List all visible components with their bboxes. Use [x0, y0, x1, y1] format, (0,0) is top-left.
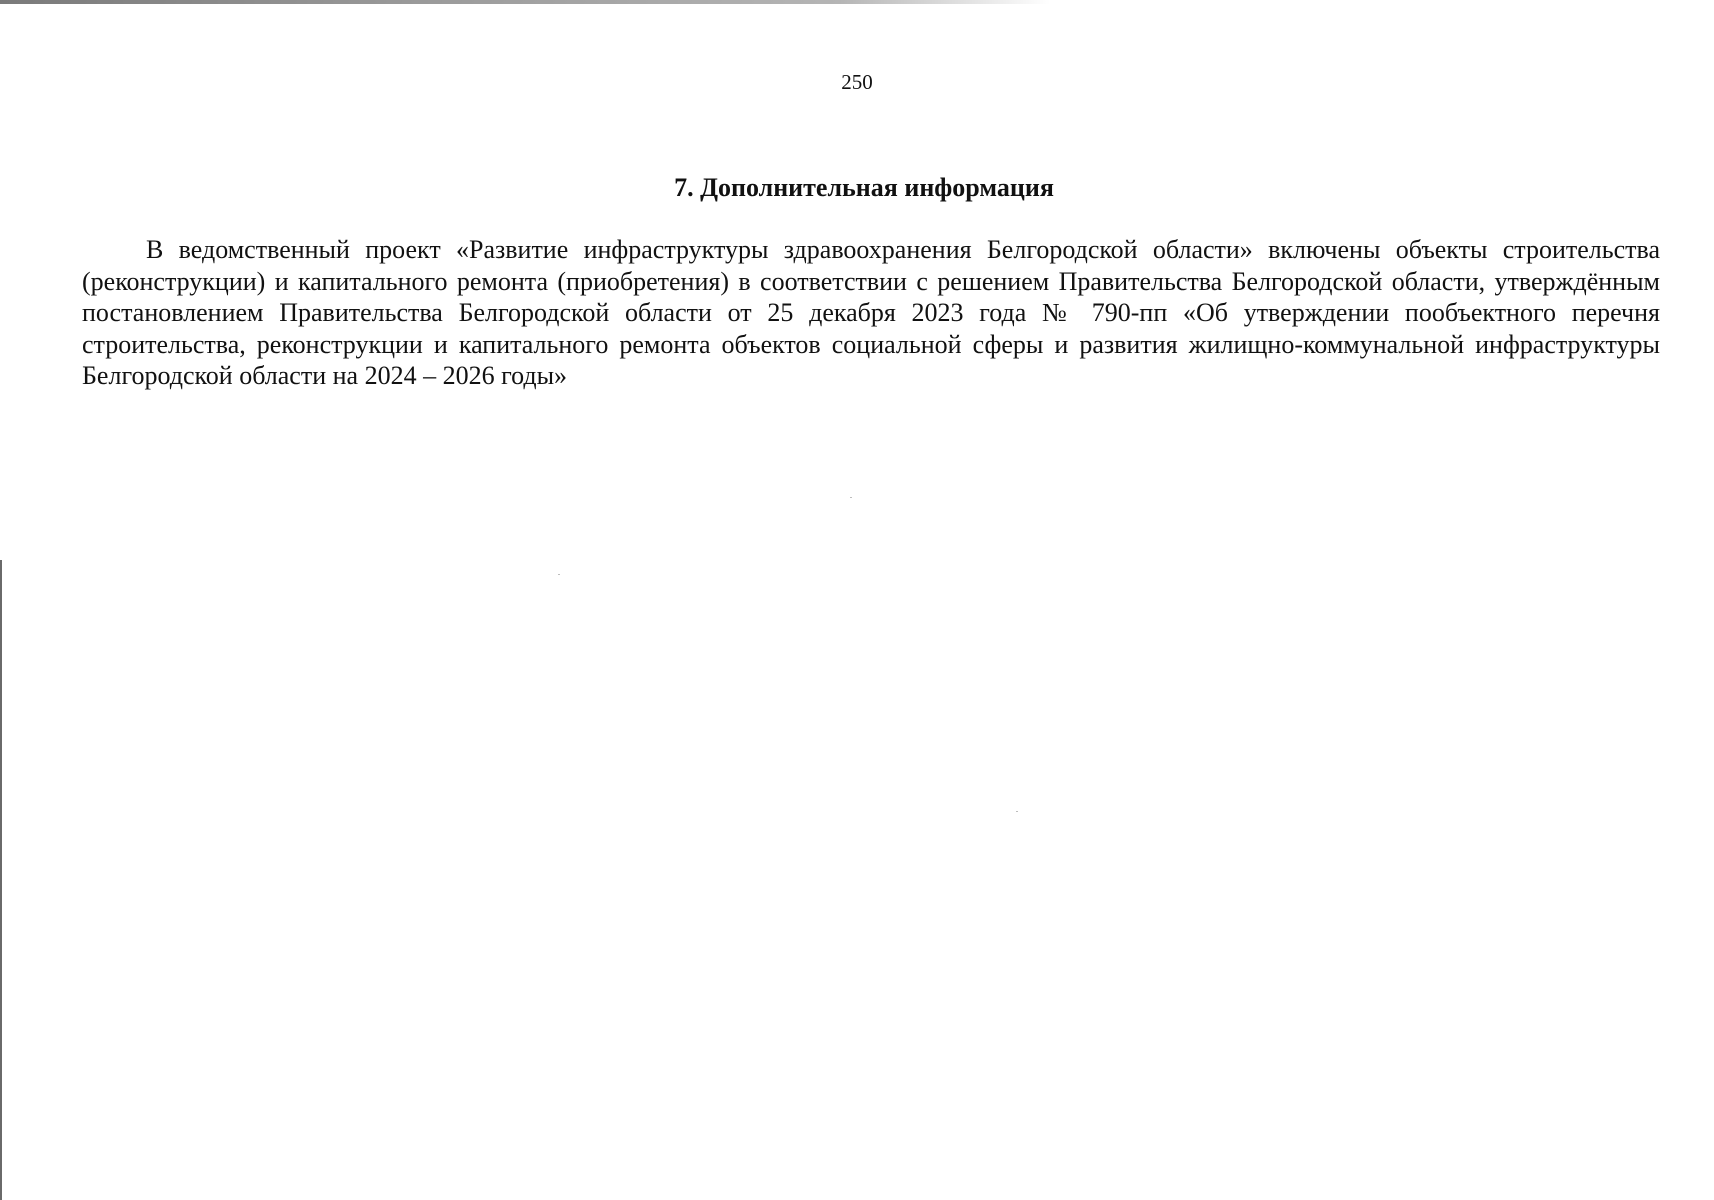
page-number: 250	[841, 70, 873, 94]
scan-left-edge	[0, 560, 2, 1200]
scan-top-edge	[0, 0, 1050, 4]
scan-speck	[558, 574, 560, 575]
section-title: 7. Дополнительная информация	[674, 173, 1054, 202]
scan-speck	[1016, 811, 1018, 812]
body-paragraph: В ведомственный проект «Развитие инфраструктуры здравоохранения Белгородской области» включены объекты строительства (реконструкции) и капитального ремонта (приобретения) в соответствии с решением Правительства Белгородской области, утверждённым постановлением Правительства Белгородской области от 25 декабря 2023 года № 790-пп «Об утверждении пообъектного перечня строительства, реконструкции и капитального ремонта объектов социальной сферы и развития жилищно-коммунальной инфраструктуры Белгородской области на 2024 – 2026 годы»	[82, 235, 1660, 390]
scan-speck	[850, 497, 852, 498]
